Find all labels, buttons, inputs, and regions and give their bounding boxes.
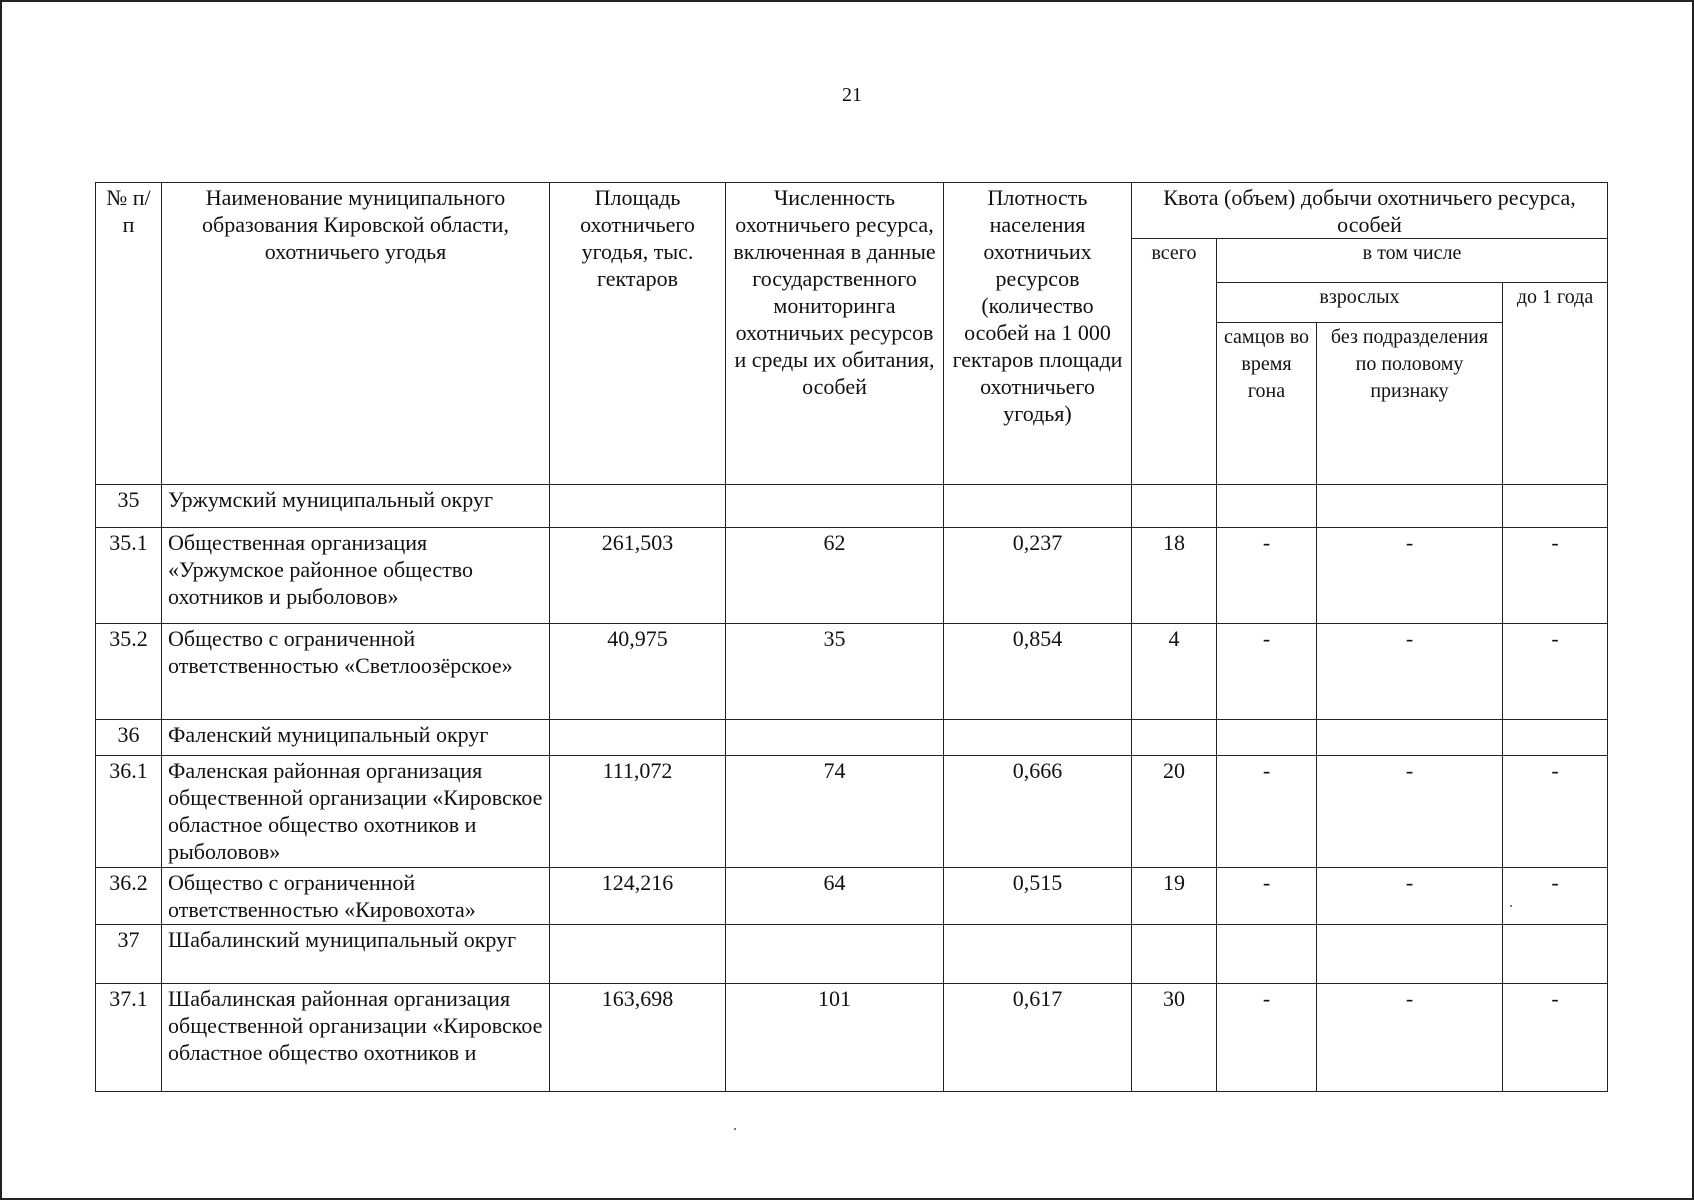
- row-nosex: [1317, 720, 1503, 756]
- scan-speck: [734, 1128, 736, 1130]
- row-males: -: [1217, 756, 1317, 868]
- row-density: 0,617: [944, 984, 1132, 1092]
- header-name: Наименование муниципального образования Кировской области, охотничьего угодья: [162, 183, 550, 485]
- row-density: [944, 720, 1132, 756]
- row-num: 36.1: [96, 756, 162, 868]
- header-including: в том числе: [1217, 239, 1608, 283]
- row-nosex: -: [1317, 984, 1503, 1092]
- row-total: 18: [1132, 528, 1217, 624]
- row-area: [550, 720, 726, 756]
- table-row: [96, 624, 1608, 720]
- row-area: 40,975: [550, 624, 726, 720]
- header-males-rut: самцов во время гона: [1217, 323, 1317, 485]
- row-under1: -: [1503, 984, 1608, 1092]
- row-name: Общество с ограниченной ответственностью «Кировохота»: [162, 868, 550, 925]
- header-total: всего: [1132, 239, 1217, 485]
- row-total: [1132, 925, 1217, 984]
- row-nosex: -: [1317, 756, 1503, 868]
- table-row: [96, 528, 1608, 624]
- row-count: 74: [726, 756, 944, 868]
- header-under-1-year: до 1 года: [1503, 283, 1608, 485]
- row-males: [1217, 720, 1317, 756]
- row-density: 0,854: [944, 624, 1132, 720]
- row-nosex: -: [1317, 624, 1503, 720]
- table-row: [96, 925, 1608, 984]
- row-area: 261,503: [550, 528, 726, 624]
- row-males: -: [1217, 868, 1317, 925]
- row-males: -: [1217, 984, 1317, 1092]
- row-name: Фаленский муниципальный округ: [162, 720, 550, 756]
- row-num: 35.2: [96, 624, 162, 720]
- table-row: [96, 485, 1608, 528]
- row-under1: [1503, 925, 1608, 984]
- row-under1: -: [1503, 868, 1608, 925]
- header-no-sex-division: без подразделения по половому признаку: [1317, 323, 1503, 485]
- row-under1: -: [1503, 756, 1608, 868]
- table-row: [96, 756, 1608, 868]
- row-total: [1132, 485, 1217, 528]
- row-under1: -: [1503, 624, 1608, 720]
- row-area: [550, 925, 726, 984]
- page-number: 21: [842, 84, 862, 106]
- row-males: [1217, 485, 1317, 528]
- table-row: [96, 720, 1608, 756]
- row-name: Шабалинская районная организация общественной организации «Кировское областное общество охотников и: [162, 984, 550, 1092]
- scan-speck: [1510, 905, 1512, 907]
- row-density: 0,666: [944, 756, 1132, 868]
- header-area: Площадь охотничьего угодья, тыс. гектаров: [550, 183, 726, 485]
- row-under1: [1503, 485, 1608, 528]
- row-num: 35.1: [96, 528, 162, 624]
- row-name: Шабалинский муниципальный округ: [162, 925, 550, 984]
- row-num: 35: [96, 485, 162, 528]
- row-under1: -: [1503, 528, 1608, 624]
- row-total: 19: [1132, 868, 1217, 925]
- row-total: 30: [1132, 984, 1217, 1092]
- row-count: 64: [726, 868, 944, 925]
- header-adults: взрослых: [1217, 283, 1503, 323]
- row-name: Общественная организация «Уржумское районное общество охотников и рыболовов»: [162, 528, 550, 624]
- row-num: 37: [96, 925, 162, 984]
- header-density: Плотность населения охотничьих ресурсов (количество особей на 1 000 гектаров площади охотничьего угодья): [944, 183, 1132, 485]
- hunting-quota-table: [95, 182, 1608, 1092]
- row-nosex: -: [1317, 528, 1503, 624]
- row-area: 124,216: [550, 868, 726, 925]
- header-num: № п/п: [96, 183, 162, 485]
- row-count: [726, 485, 944, 528]
- row-density: [944, 925, 1132, 984]
- row-num: 37.1: [96, 984, 162, 1092]
- row-density: [944, 485, 1132, 528]
- row-area: 163,698: [550, 984, 726, 1092]
- row-area: 111,072: [550, 756, 726, 868]
- row-total: 4: [1132, 624, 1217, 720]
- row-nosex: [1317, 485, 1503, 528]
- row-total: [1132, 720, 1217, 756]
- row-count: [726, 925, 944, 984]
- row-males: -: [1217, 528, 1317, 624]
- header-count: Численность охотничьего ресурса, включенная в данные государственного мониторинга охотничьих ресурсов и среды их обитания, особей: [726, 183, 944, 485]
- row-nosex: -: [1317, 868, 1503, 925]
- row-count: 35: [726, 624, 944, 720]
- row-count: [726, 720, 944, 756]
- row-density: 0,515: [944, 868, 1132, 925]
- header-quota: Квота (объем) добычи охотничьего ресурса, особей: [1132, 183, 1608, 239]
- row-under1: [1503, 720, 1608, 756]
- row-name: Общество с ограниченной ответственностью «Светлоозёрское»: [162, 624, 550, 720]
- row-name: Уржумский муниципальный округ: [162, 485, 550, 528]
- row-num: 36: [96, 720, 162, 756]
- row-count: 62: [726, 528, 944, 624]
- row-males: [1217, 925, 1317, 984]
- table-row: [96, 868, 1608, 925]
- row-total: 20: [1132, 756, 1217, 868]
- row-nosex: [1317, 925, 1503, 984]
- row-num: 36.2: [96, 868, 162, 925]
- row-name: Фаленская районная организация общественной организации «Кировское областное общество охотников и рыболовов»: [162, 756, 550, 868]
- row-count: 101: [726, 984, 944, 1092]
- row-area: [550, 485, 726, 528]
- table-row: [96, 984, 1608, 1092]
- row-density: 0,237: [944, 528, 1132, 624]
- row-males: -: [1217, 624, 1317, 720]
